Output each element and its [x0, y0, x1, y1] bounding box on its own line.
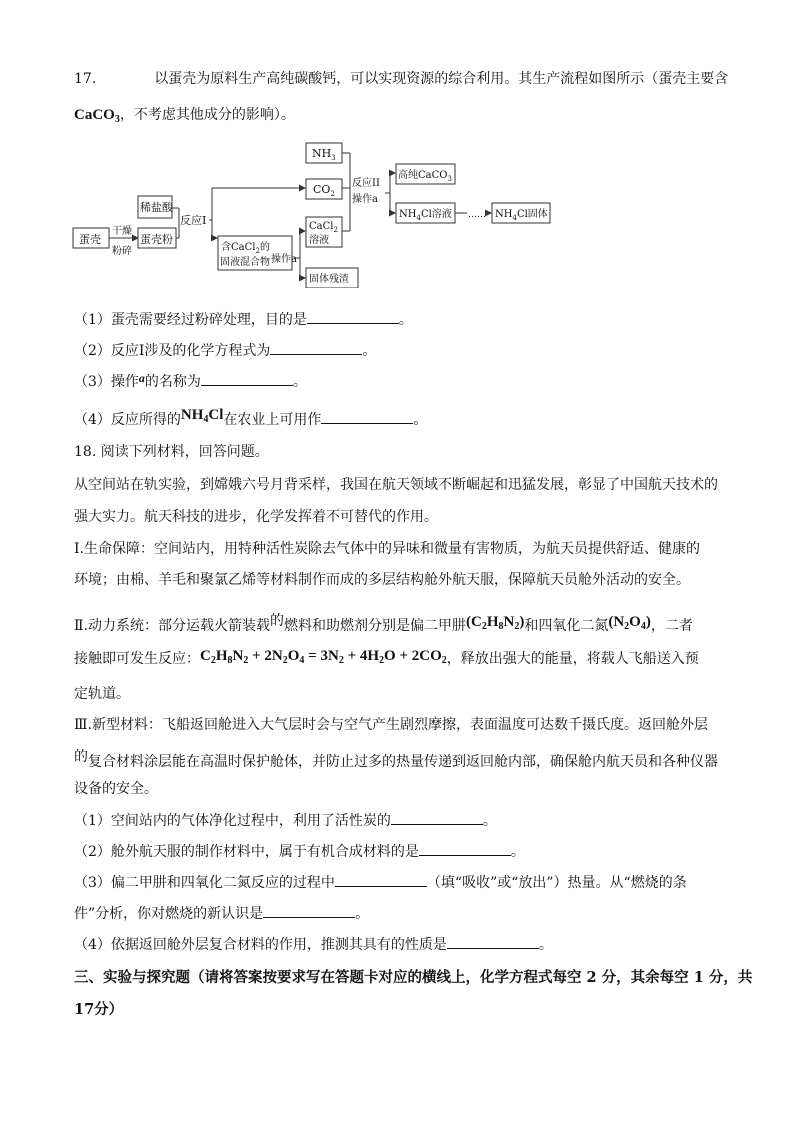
label-egg-shell: 蛋壳: [79, 233, 101, 246]
q18-p1-l2: 强大实力。航天科技的进步，化学发挥着不可替代的作用。: [74, 509, 438, 525]
answer-blank[interactable]: [391, 812, 483, 825]
q18-p2-l2: 环境；由棉、羊毛和聚氯乙烯等材料制作而成的多层结构舱外航天服，保障航天员舱外活动的安全。: [74, 572, 690, 588]
label-reaction1: 反应I: [180, 214, 207, 227]
label-reaction2: 反应II: [352, 178, 380, 189]
q18-p2-l1: Ⅰ.生命保障：空间站内，用特种活性炭除去气体中的异味和微量有害物质，为航天员提供舒适、健康的: [74, 541, 700, 557]
label-mixture-2: 固液混合物: [220, 257, 270, 268]
q18-title: 18. 阅读下列材料，回答问题。: [74, 444, 269, 460]
label-nh4cl-solution: $NH_4Cl$溶液: [399, 209, 452, 222]
n2o4-formula: $(N_2O_4)$: [608, 614, 651, 632]
q17-sub3: （3）操作a的名称为 。: [74, 371, 307, 390]
label-nh4cl-solid: $NH_4Cl$固体: [495, 209, 548, 222]
nh4cl-formula: $NH_4Cl$: [180, 407, 224, 425]
q17-sub4: （4）反应所得的$NH_4Cl$在农业上可用作 。: [74, 407, 428, 428]
q17-intro: 以蛋壳为原料生产高纯碳酸钙，可以实现资源的综合利用。其生产流程如图所示（蛋壳主要含: [154, 71, 729, 87]
q18-sub4: （4）依据返回舱外层复合材料的作用，推测其具有的性质是 。: [74, 937, 553, 953]
label-cacl2-1: CaCl$_2$: [309, 221, 338, 234]
q18-p4-l1: Ⅲ.新型材料：飞船返回舱进入大气层时会与空气产生剧烈摩擦，表面温度可达数千摄氏度。返回舱外层: [74, 717, 708, 733]
q17-number: 17.: [74, 71, 97, 87]
q17-intro-line1: [74, 68, 728, 88]
q18-p4-l2: 的复合材料涂层能在高温时保护舱体，并防止过多的热量传递到返回舱内部，确保舱内航天员和各种仪器: [74, 749, 718, 770]
section3-heading-l1: 三、实验与探究题（请将答案按要求写在答题卡对应的横线上，化学方程式每空 2 分，其余每空 1 分，共: [74, 969, 753, 986]
label-mixture-1: 含CaCl$_2$的: [221, 242, 270, 255]
caco3-formula: CaCO$_3$: [74, 107, 120, 125]
q17-intro-line2: CaCO$_3$，不考虑其他成分的影响）。: [74, 107, 295, 125]
label-dry: 干燥: [112, 226, 132, 237]
q18-sub1: （1）空间站内的气体净化过程中，利用了活性炭的 。: [74, 813, 497, 829]
label-pure-caco3: 高纯CaCO$_3$: [398, 170, 452, 183]
label-nh3: $NH_3$: [312, 147, 336, 162]
answer-blank[interactable]: [335, 874, 427, 887]
reaction-equation: $C_2H_8N_2 + 2N_2O_4 = 3N_2 + 4H_2O + 2CO_2$: [200, 648, 447, 666]
label-op-a-2: 操作a: [352, 194, 378, 205]
answer-blank[interactable]: [419, 843, 511, 856]
q18-sub2: （2）舱外航天服的制作材料中，属于有机合成材料的是 。: [74, 844, 525, 860]
answer-blank[interactable]: [201, 373, 293, 386]
label-egg-powder: 蛋壳粉: [140, 233, 173, 246]
label-solid-residue: 固体残渣: [309, 274, 349, 285]
label-op-a-1: 操作a: [271, 254, 297, 265]
c2h8n2-formula: $(C_2H_8N_2)$: [465, 614, 525, 632]
label-cacl2-2: 溶液: [309, 235, 329, 246]
answer-blank[interactable]: [307, 311, 399, 324]
section3-heading-l2: 17分）: [74, 1001, 124, 1018]
answer-blank[interactable]: [447, 936, 539, 949]
answer-blank[interactable]: [270, 342, 362, 355]
q18-p3-l2: 接触即可发生反应：$C_2H_8N_2 + 2N_2O_4 = 3N_2 + 4H_2O + 2CO_2$，释放出强大的能量，将载人飞船送入预: [74, 648, 699, 667]
q17-sub2: （2）反应Ⅰ涉及的化学方程式为 。: [74, 343, 377, 359]
q18-p3-l1: Ⅱ.动力系统：部分运载火箭装载的燃料和助燃剂分别是偏二甲肼$(C_2H_8N_2)$和四氧化二氮$(N_2O_4)$，二者: [74, 613, 693, 634]
label-dots: ……: [468, 210, 486, 220]
label-co2: $CO_2$: [313, 183, 335, 198]
answer-blank[interactable]: [263, 905, 355, 918]
q18-sub3-l1: （3）偏二甲肼和四氧化二氮反应的过程中 （填“吸收”或“放出”）热量。从“燃烧的条: [74, 875, 687, 891]
q17-sub1: （1）蛋壳需要经过粉碎处理，目的是 。: [74, 312, 413, 328]
answer-blank[interactable]: [321, 411, 413, 424]
q18-p1-l1: 从空间站在轨实验，到嫦娥六号月背采样，我国在航天领域不断崛起和迅猛发展，彰显了中国航天技术的: [74, 477, 718, 493]
flow-chart: [72, 138, 552, 288]
q18-p3-l3: 定轨道。: [74, 686, 130, 702]
q18-sub3-l2: 件”分析，你对燃烧的新认识是 。: [74, 906, 370, 922]
q18-p4-l3: 设备的安全。: [74, 781, 158, 797]
label-crush: 粉碎: [112, 246, 132, 257]
label-hcl: 稀盐酸: [140, 201, 173, 214]
